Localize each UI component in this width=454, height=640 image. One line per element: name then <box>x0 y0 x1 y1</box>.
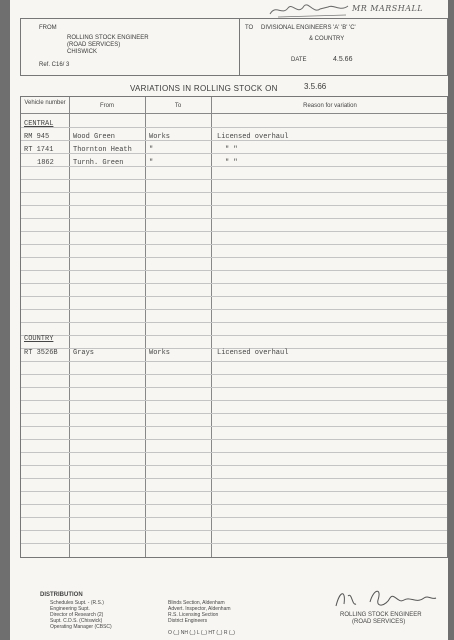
signature <box>330 586 440 612</box>
row-rule <box>21 309 447 310</box>
table-row-reason: Licensed overhaul <box>217 133 289 141</box>
distribution-left-2: Engineering Supt. <box>50 606 90 612</box>
column-header-to: To <box>174 103 182 109</box>
row-rule <box>21 296 447 297</box>
distribution-left-3: Director of Research (2) <box>50 612 104 618</box>
section-heading-central: CENTRAL <box>24 120 54 128</box>
from-line-2: (ROAD SERVICES) <box>67 42 121 48</box>
row-rule <box>21 218 447 219</box>
row-rule <box>21 205 447 206</box>
row-rule <box>21 530 447 531</box>
row-rule <box>21 387 447 388</box>
row-rule <box>21 283 447 284</box>
row-rule <box>21 127 447 128</box>
row-rule <box>21 517 447 518</box>
table-row-vehicle: RM 945 <box>24 133 50 141</box>
handwritten-scribble <box>268 0 354 20</box>
title-date: 3.5.66 <box>304 82 327 91</box>
row-rule <box>21 504 447 505</box>
to-line-1: DIVISIONAL ENGINEERS 'A' 'B' 'C' <box>261 25 356 31</box>
table-row-vehicle: RT 1741 <box>24 146 54 154</box>
signature-title-1: ROLLING STOCK ENGINEER <box>340 612 422 618</box>
table-row-reason: " " <box>225 159 238 167</box>
row-rule <box>21 231 447 232</box>
distribution-mid-4: District Engineers <box>168 618 208 624</box>
table-row-vehicle: RT 3526B <box>24 349 58 357</box>
header-rule <box>21 113 447 114</box>
distribution-mid-3: R.S. Licensing Section <box>168 612 219 618</box>
handwritten-annotation: MR MARSHALL <box>352 4 424 13</box>
signature-title-2: (ROAD SERVICES) <box>352 619 406 625</box>
table-row-to: Works <box>149 349 171 357</box>
reference-number: Ref. C16/ 3 <box>39 62 70 68</box>
row-rule <box>21 179 447 180</box>
row-rule <box>21 491 447 492</box>
column-header-from: From <box>100 103 114 109</box>
table-row-to: " <box>149 159 154 167</box>
variations-table <box>20 96 448 558</box>
distribution-mid-2: Advert. Inspector, Aldenham <box>168 606 231 612</box>
column-header-vehicle: Vehicle number <box>24 100 66 106</box>
table-row-reason: Licensed overhaul <box>217 349 289 357</box>
row-rule <box>21 335 447 336</box>
row-rule <box>21 452 447 453</box>
header-box <box>20 18 448 76</box>
page-title: VARIATIONS IN ROLLING STOCK ON <box>130 84 278 93</box>
section-heading-country: COUNTRY <box>24 335 54 343</box>
row-rule <box>21 257 447 258</box>
distribution-left-4: Supt. C.D.S. (Chiswick) <box>50 618 103 624</box>
row-rule <box>21 192 447 193</box>
table-row-to: " <box>149 146 154 154</box>
distribution-mid-1: Blinds Section, Aldenham <box>168 600 225 606</box>
distribution-title: DISTRIBUTION <box>40 592 83 598</box>
row-rule <box>21 270 447 271</box>
row-rule <box>21 361 447 362</box>
row-rule <box>21 543 447 544</box>
row-rule <box>21 465 447 466</box>
distribution-left-1: Schedules Supt. - (R.S.) <box>50 600 104 606</box>
distribution-left-5: Operating Manager (CBSC) <box>50 624 112 630</box>
district-codes: O (_) NH (_) L (_) HT (_) R (_) <box>168 630 235 636</box>
row-rule <box>21 439 447 440</box>
from-line-1: ROLLING STOCK ENGINEER <box>67 35 149 41</box>
from-label: FROM <box>39 25 57 31</box>
table-row-vehicle: 1862 <box>37 159 54 167</box>
row-rule <box>21 413 447 414</box>
table-row-from: Turnh. Green <box>73 159 124 167</box>
header-divider <box>239 19 240 75</box>
table-row-from: Grays <box>73 349 95 357</box>
table-row-from: Thornton Heath <box>73 146 132 154</box>
from-line-3: CHISWICK <box>67 49 97 55</box>
to-line-2: & COUNTRY <box>309 36 345 42</box>
table-row-to: Works <box>149 133 171 141</box>
to-label: TO <box>245 25 254 31</box>
row-rule <box>21 478 447 479</box>
row-rule <box>21 244 447 245</box>
row-rule <box>21 322 447 323</box>
date-label: DATE <box>291 57 307 63</box>
table-row-reason: " " <box>225 146 238 154</box>
row-rule <box>21 374 447 375</box>
row-rule <box>21 426 447 427</box>
row-rule <box>21 400 447 401</box>
column-header-reason: Reason for variation <box>303 103 357 109</box>
table-row-from: Wood Green <box>73 133 116 141</box>
date-value: 4.5.66 <box>333 56 353 63</box>
